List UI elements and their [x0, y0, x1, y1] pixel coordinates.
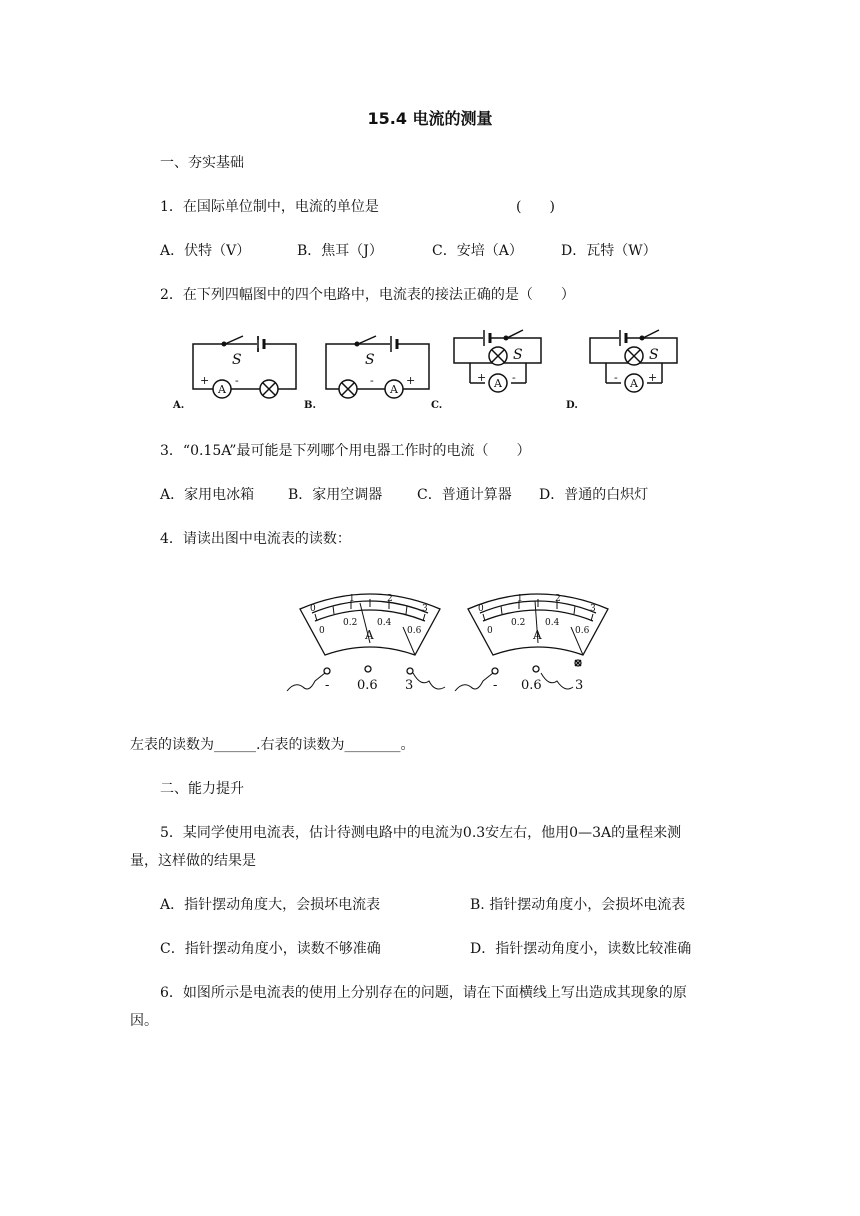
- switch-label: S: [365, 352, 375, 368]
- left-ammeter: [287, 594, 445, 693]
- lower-scale-label: 0.2: [343, 618, 358, 628]
- lower-scale-label: 0.2: [511, 618, 526, 628]
- lower-scale-label: 0: [487, 626, 493, 636]
- terminal-label: 3: [405, 678, 414, 693]
- svg-text:-: -: [370, 374, 374, 387]
- lower-scale-label: 0: [319, 626, 325, 636]
- q1-option-a: A．伏特（V）: [160, 243, 251, 259]
- upper-scale-label: 1: [517, 594, 523, 604]
- q3-option-a: A．家用电冰箱: [160, 487, 255, 503]
- question-2: 2．在下列四幅图中的四个电路中，电流表的接法正确的是（ ）: [160, 287, 575, 303]
- lower-scale-label: 0.4: [545, 618, 560, 628]
- lower-scale-label: 0.6: [575, 626, 590, 636]
- ammeter-symbol: A: [630, 377, 638, 390]
- upper-scale-label: 1: [349, 594, 355, 604]
- question-5-line-2: 量，这样做的结果是: [130, 853, 256, 869]
- svg-text:+: +: [406, 374, 416, 387]
- question-4: 4．请读出图中电流表的读数：: [160, 531, 351, 547]
- upper-scale-label: 2: [555, 594, 561, 604]
- terminal-label: 0.6: [357, 678, 378, 693]
- ammeter-readings-figure: [285, 583, 615, 698]
- svg-text:+: +: [477, 371, 487, 384]
- circuit-b: [304, 336, 429, 411]
- circuit-d: [566, 330, 677, 411]
- q3-option-b: B．家用空调器: [288, 487, 383, 503]
- question-1: 1．在国际单位制中，电流的单位是: [160, 199, 379, 215]
- meter-unit: A: [533, 628, 542, 642]
- switch-label: S: [513, 347, 523, 363]
- circuit-label-b: B.: [304, 400, 316, 411]
- question-3: 3．“0.15A”最可能是下列哪个用电器工作时的电流（ ）: [160, 443, 531, 459]
- circuit-diagrams-figure: [165, 326, 695, 416]
- svg-text:+: +: [648, 371, 658, 384]
- lower-scale-label: 0.4: [377, 618, 392, 628]
- q1-option-c: C．安培（A）: [432, 243, 523, 259]
- ammeter-symbol: A: [218, 383, 226, 396]
- question-6-line-2: 因。: [130, 1013, 158, 1029]
- q1-option-b: B．焦耳（J）: [297, 243, 383, 259]
- right-ammeter: [455, 594, 608, 693]
- q1-option-d: D．瓦特（W）: [561, 243, 657, 259]
- ammeter-symbol: A: [494, 377, 502, 390]
- circuit-label-c: C.: [431, 400, 443, 411]
- circuit-c: [431, 330, 541, 411]
- svg-text:-: -: [614, 371, 618, 384]
- upper-scale-label: 3: [590, 604, 596, 614]
- question-6-line-1: 6．如图所示是电流表的使用上分别存在的问题，请在下面横线上写出造成其现象的原: [160, 985, 687, 1001]
- ammeter-symbol: A: [390, 383, 398, 396]
- q3-option-d: D．普通的白炽灯: [539, 487, 649, 503]
- q5-option-c: C．指针摆动角度小，读数不够准确: [160, 941, 381, 957]
- terminal-label: 3: [575, 678, 584, 693]
- upper-scale-label: 2: [387, 594, 393, 604]
- lower-scale-label: 0.6: [407, 626, 422, 636]
- circuit-label-a: A.: [173, 400, 185, 411]
- question-5-line-1: 5．某同学使用电流表，估计待测电路中的电流为0.3安左右，他用0—3A的量程来测: [160, 825, 682, 841]
- terminal-label: -: [493, 678, 498, 693]
- terminal-label: -: [325, 678, 330, 693]
- upper-scale-label: 3: [422, 604, 428, 614]
- question-4-answer-line: 左表的读数为______.右表的读数为________。: [130, 737, 415, 753]
- meter-unit: A: [365, 628, 374, 642]
- upper-scale-label: 0: [310, 604, 316, 614]
- circuit-label-d: D.: [566, 400, 578, 411]
- svg-text:+: +: [200, 374, 210, 387]
- section-heading-advanced: 二、能力提升: [160, 781, 244, 797]
- upper-scale-label: 0: [478, 604, 484, 614]
- question-1-answer-bracket: ( ): [516, 199, 555, 215]
- svg-text:-: -: [235, 374, 239, 387]
- q5-option-b: B. 指针摆动角度小，会损坏电流表: [470, 897, 686, 913]
- page-title: 15.4 电流的测量: [367, 109, 493, 128]
- svg-text:-: -: [512, 371, 516, 384]
- terminal-label: 0.6: [521, 678, 542, 693]
- switch-label: S: [232, 352, 242, 368]
- circuit-a: [172, 336, 296, 411]
- q5-option-a: A．指针摆动角度大，会损坏电流表: [160, 897, 381, 913]
- switch-label: S: [649, 347, 659, 363]
- q5-option-d: D．指针摆动角度小，读数比较准确: [470, 941, 692, 957]
- q3-option-c: C．普通计算器: [417, 487, 512, 503]
- section-heading-basics: 一、夯实基础: [160, 155, 244, 171]
